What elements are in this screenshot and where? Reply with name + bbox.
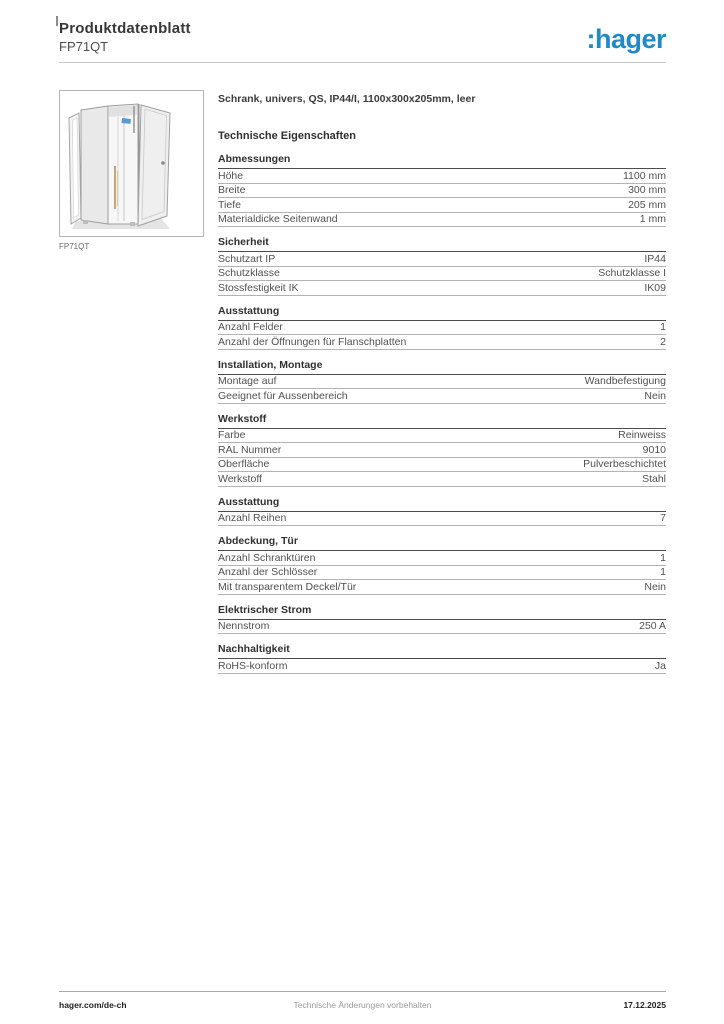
product-image: [59, 90, 204, 237]
cabinet-illustration: [60, 91, 203, 236]
row-label: Oberfläche: [218, 458, 270, 470]
row-value: Wandbefestigung: [584, 375, 666, 387]
section-title: Installation, Montage: [218, 360, 666, 375]
row-label: Höhe: [218, 169, 244, 182]
table-row: [218, 375, 666, 390]
table-row: [218, 184, 666, 199]
table-row: [218, 389, 666, 404]
header-title-block: [59, 21, 191, 54]
table-row: [218, 458, 666, 473]
row-value: IK09: [644, 281, 666, 294]
row-label: Montage auf: [218, 375, 277, 387]
row-label: Anzahl der Öffnungen für Flanschplatten: [218, 335, 407, 348]
row-label: Breite: [218, 184, 246, 196]
row-value: 2: [660, 335, 666, 348]
row-label: Farbe: [218, 429, 246, 441]
table-row: [218, 551, 666, 566]
spec-section: [218, 306, 666, 350]
row-label: Materialdicke Seitenwand: [218, 213, 338, 225]
row-label: Anzahl Felder: [218, 321, 283, 333]
spec-section: [218, 605, 666, 635]
row-value: 1100 mm: [623, 169, 666, 182]
row-value: 1: [660, 321, 666, 333]
row-value: Nein: [644, 389, 666, 402]
section-title: Nachhaltigkeit: [218, 644, 666, 659]
footer-website-link[interactable]: hager.com/de-ch: [59, 1000, 127, 1010]
row-value: 1 mm: [639, 213, 666, 225]
table-row: [218, 620, 666, 635]
table-row: [218, 213, 666, 228]
row-label: Geeignet für Aussenbereich: [218, 389, 348, 402]
row-value: Nein: [644, 580, 666, 593]
table-row: [218, 580, 666, 595]
row-label: Nennstrom: [218, 620, 270, 632]
row-value: 300 mm: [628, 184, 666, 196]
page-title: Produktdatenblatt: [59, 20, 191, 37]
image-caption: FP71QT: [59, 242, 90, 251]
specs-heading: Technische Eigenschaften: [218, 130, 356, 142]
row-value: Stahl: [642, 472, 666, 485]
table-row: [218, 169, 666, 184]
scan-artifact-mark: [56, 16, 58, 26]
spec-section: [218, 237, 666, 296]
row-label: Anzahl der Schlösser: [218, 566, 318, 578]
footer-notice: Technische Änderungen vorbehalten: [293, 1000, 432, 1010]
table-row: [218, 321, 666, 336]
row-label: Schutzart IP: [218, 252, 276, 265]
section-title: Elektrischer Strom: [218, 605, 666, 620]
figure-column: [59, 90, 218, 674]
footer-date: 17.12.2025: [623, 1000, 666, 1010]
main-content: [59, 90, 666, 674]
spec-section: [218, 154, 666, 227]
table-row: [218, 659, 666, 674]
row-value: 250 A: [639, 620, 666, 632]
row-label: Anzahl Reihen: [218, 512, 287, 524]
product-description: Schrank, univers, QS, IP44/I, 1100x300x205mm, leer: [218, 93, 476, 105]
row-label: Anzahl Schranktüren: [218, 551, 316, 564]
spec-section: [218, 644, 666, 674]
row-label: Mit transparentem Deckel/Tür: [218, 580, 357, 593]
page-footer: [59, 991, 666, 1010]
row-value: IP44: [644, 252, 666, 265]
table-row: [218, 335, 666, 350]
row-label: Tiefe: [218, 198, 241, 211]
row-value: Schutzklasse I: [598, 267, 666, 279]
table-row: [218, 198, 666, 213]
spec-section: [218, 497, 666, 527]
row-value: 1: [660, 566, 666, 578]
row-label: RoHS-konform: [218, 659, 288, 672]
row-label: Stossfestigkeit IK: [218, 281, 299, 294]
row-value: 1: [660, 551, 666, 564]
page-header: [59, 21, 666, 63]
table-row: [218, 252, 666, 267]
table-row: [218, 512, 666, 527]
product-code: FP71QT: [59, 39, 109, 54]
table-row: [218, 267, 666, 282]
spec-section: [218, 360, 666, 404]
row-value: 9010: [642, 443, 666, 456]
table-row: [218, 429, 666, 444]
section-title: Abmessungen: [218, 154, 666, 169]
spec-column: [218, 90, 666, 674]
row-value: Pulverbeschichtet: [583, 458, 666, 470]
section-title: Abdeckung, Tür: [218, 536, 666, 551]
row-label: Schutzklasse: [218, 267, 280, 279]
row-value: Reinweiss: [618, 429, 666, 441]
row-value: Ja: [654, 659, 666, 672]
spec-section: [218, 536, 666, 595]
row-label: RAL Nummer: [218, 443, 282, 456]
table-row: [218, 281, 666, 296]
spec-sections: [218, 154, 666, 674]
section-title: Sicherheit: [218, 237, 666, 252]
hager-logo: :hager: [586, 24, 666, 54]
row-label: Werkstoff: [218, 472, 262, 485]
section-title: Ausstattung: [218, 497, 666, 512]
table-row: [218, 566, 666, 581]
section-title: Werkstoff: [218, 414, 666, 429]
spec-section: [218, 414, 666, 487]
row-value: 205 mm: [628, 198, 666, 211]
table-row: [218, 472, 666, 487]
section-title: Ausstattung: [218, 306, 666, 321]
row-value: 7: [660, 512, 666, 524]
table-row: [218, 443, 666, 458]
